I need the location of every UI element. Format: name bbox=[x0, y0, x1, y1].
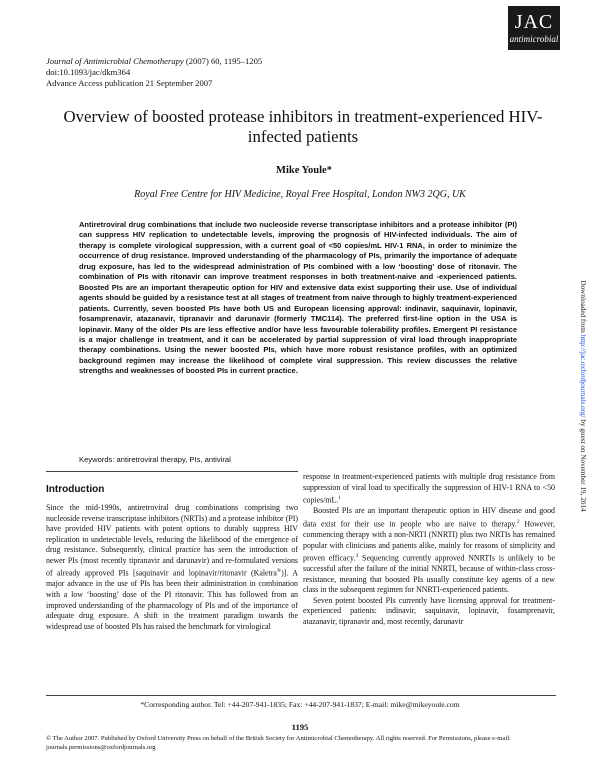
paragraph: Seven potent boosted PIs currently have licensing approval for treatment-experienced patients: indinavir, saquinavir, lopinavir, fosamprenavir, atazanavir, tipranavir and, most recently, darunavir bbox=[303, 595, 555, 626]
section-heading-introduction: Introduction bbox=[46, 484, 105, 495]
download-watermark: Downloaded from http://jac.oxfordjournals.org/ by guest on November 19, 2014 bbox=[579, 280, 587, 512]
correspondence-footnote: *Corresponding author. Tel: +44-207-941-1835; Fax: +44-207-941-1837; E-mail: mike@mikeyoule.com bbox=[140, 700, 460, 709]
keywords: Keywords: antiretroviral therapy, PIs, antiviral bbox=[79, 455, 231, 464]
section-divider bbox=[46, 471, 298, 472]
affiliation: Royal Free Centre for HIV Medicine, Royal Free Hospital, London NW3 2QG, UK bbox=[134, 189, 466, 200]
paragraph: Since the mid-1990s, antiretroviral drug combinations comprising two nucleoside reverse transcriptase inhibitors (NRTIs) and a protease inhibitor (PI) have provided HIV patients with potent options to durably suppress HIV replication to undetectable levels, reducing the likelihood of the emergence of drug resistance. Subsequently, clinical practice has seen the introduction of newer PIs (most recently tipranavir and darunavir) and re-formulated versions of already approved PIs [saquinavir and lopinavir/ritonavir (Kaletra®)]. A major advance in the use of PIs has been their administration in combination with a low ‘boosting’ dose of the PI ritonavir. This has followed from an improved understanding of the pharmacology of PIs and of the importance of adequate drug exposure. A shift in the treatment paradigm towards the widespread use of boosted PIs has raised the benchmark for virological bbox=[46, 503, 298, 631]
page-number: 1195 bbox=[291, 722, 309, 732]
text-column-right bbox=[303, 472, 555, 628]
paragraph: Boosted PIs are an important therapeutic option in HIV disease and good data exist for their use in people who are naive to therapy.$^2$ However, commencing therapy with a non-NRTI (NNRTI) plus two NRTIs has remained popular with clinicians and patients alike, mainly for reasons of simplicity and proven efficacy.$^3$ Sequencing currently approved NNRTIs is unlikely to be successful after the failure of the initial NNRTI, because of within-class cross-resistance, meaning that boosted PIs usually constitute key agents of a new class in the subsequent regimen for NNRTI-experienced patients. bbox=[303, 506, 555, 595]
footnote-divider bbox=[46, 695, 556, 696]
author: Mike Youle* bbox=[276, 165, 332, 176]
logo-subtext: antimicrobial bbox=[509, 34, 559, 44]
citation-details: (2007) 60, 1195–1205 bbox=[185, 56, 263, 66]
doi: doi:10.1093/jac/dkm364 bbox=[46, 67, 131, 77]
logo-text: JAC bbox=[514, 11, 554, 33]
article-title: Overview of boosted protease inhibitors in treatment-experienced HIV-infected patients bbox=[63, 107, 543, 146]
journal-name: Journal of Antimicrobial Chemotherapy bbox=[46, 56, 184, 66]
copyright-notice: © The Author 2007. Published by Oxford University Press on behalf of the British Society for Antimicrobial Chemotherapy. All rights reserved. For Permissions, please e-mail: journals.permissions@oxfordjournals.org bbox=[46, 735, 511, 751]
text-column-left bbox=[46, 503, 298, 632]
citation-line bbox=[46, 56, 262, 67]
journal-logo bbox=[508, 6, 560, 50]
download-link[interactable]: http://jac.oxfordjournals.org/ bbox=[579, 334, 587, 418]
citation-block bbox=[46, 56, 262, 89]
advance-access: Advance Access publication 21 September 2007 bbox=[46, 78, 213, 88]
abstract: Antiretroviral drug combinations that include two nucleoside reverse transcriptase inhibitors and a protease inhibitor (PI) can suppress HIV replication to undetectable levels, improving the prognosis of HIV-infected individuals. The aim of therapy is complete virological suppression, with a current goal of <50 copies/mL HIV-1 RNA, in order to minimize the occurrence of drug resistance. Improved understanding of the pharmacology of PIs, primarily the importance of adequate drug exposure, has led to the widespread administration of PIs combined with a low ‘boosting’ dose of ritonavir. The combination of PIs with ritonavir can improve treatment responses in both treatment-naive and -experienced patients. Boosted PIs are an important therapeutic option for HIV and extensive data exist supporting their use. Use of individual agents should be guided by a resistance test at all stages of treatment from naive through to highly treatment-experienced patients. Currently, seven boosted PIs have both US and European licensing approval: indinavir, saquinavir, lopinavir, fosamprenavir, atazanavir, tipranavir and darunavir (formerly TMC114). The preferred first-line option in the USA is lopinavir. Many of the older PIs are less effective and/or have less favourable tolerability profiles. Emergent PI resistance is a major challenge in treatment, and it can be accelerated by partial suppression of viral load through inappropriate therapy combinations. Using the newer boosted PIs, which have more robust resistance profiles, with an optimized background regimen may increase the likelihood of complete viral suppression. This review discusses the relative strengths and weaknesses of boosted PIs in current practice. bbox=[79, 220, 517, 376]
paragraph: response in treatment-experienced patients with multiple drug resistance from suppression of viral load to specifically the suppression of HIV-1 RNA to <50 copies/mL.$^1$ bbox=[303, 472, 555, 505]
